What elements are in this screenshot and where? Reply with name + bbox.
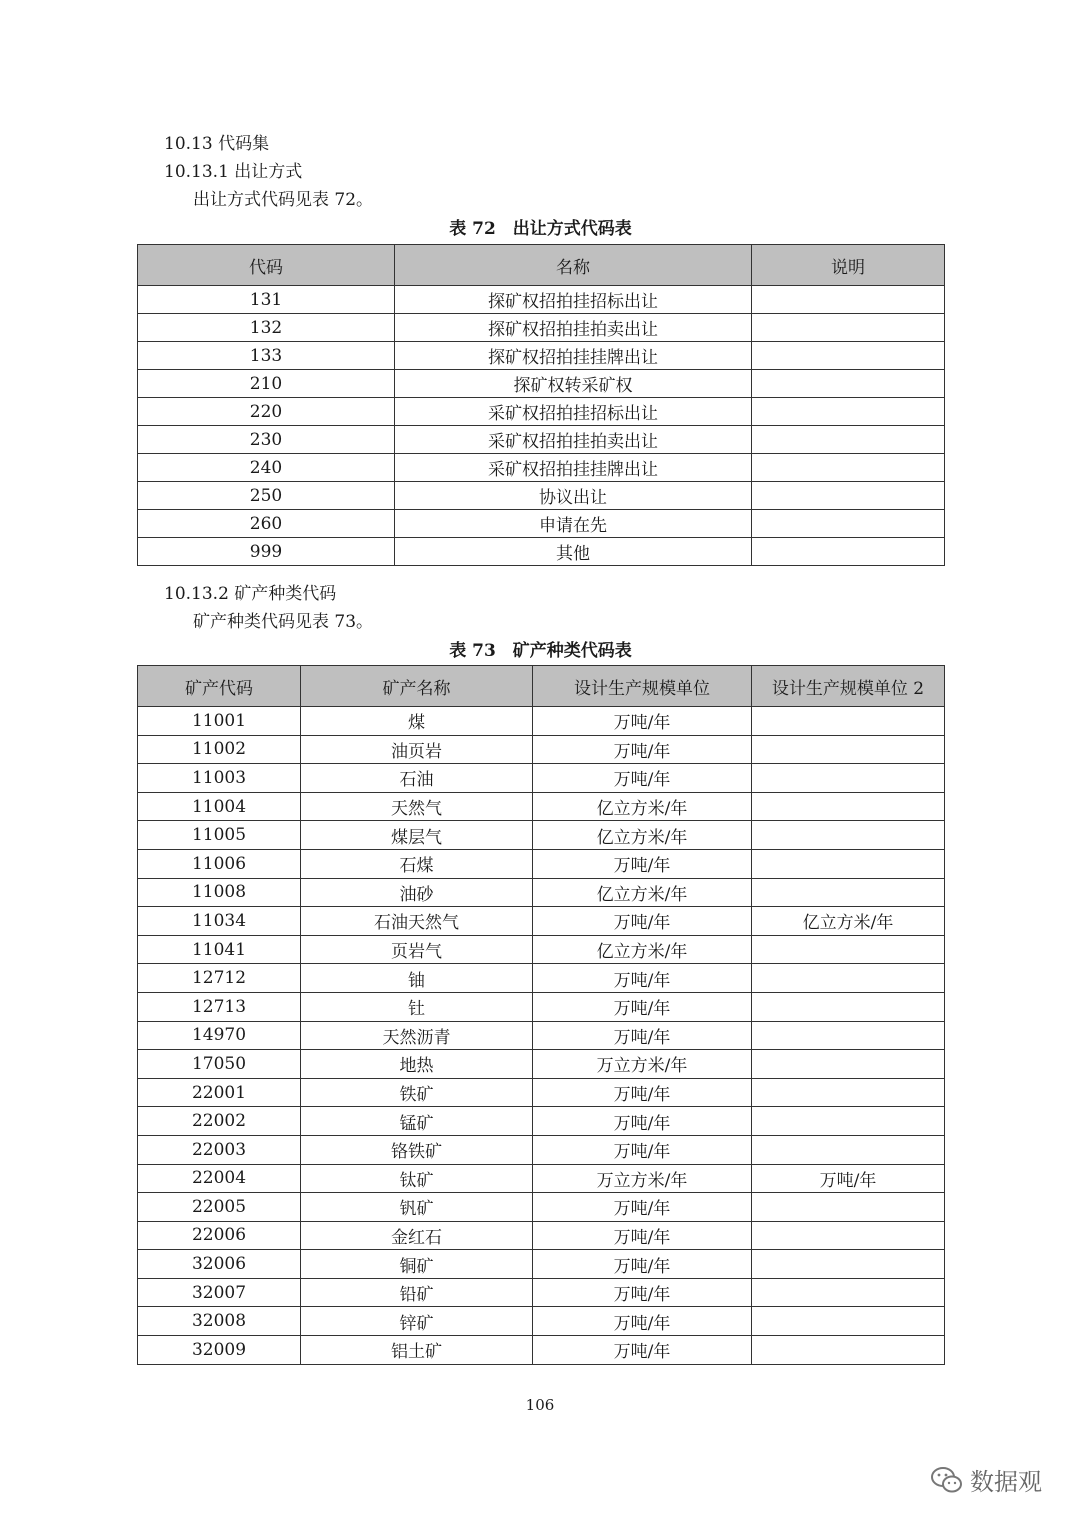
table-cell: 万吨/年 <box>533 1336 752 1365</box>
table-cell <box>752 1336 945 1365</box>
table-cell: 采矿权招拍挂拍卖出让 <box>395 426 752 454</box>
table-cell: 万吨/年 <box>533 707 752 736</box>
table-cell: 240 <box>138 454 395 482</box>
table-cell: 探矿权招拍挂挂牌出让 <box>395 342 752 370</box>
column-header: 说明 <box>752 245 945 286</box>
table-cell: 22006 <box>138 1221 301 1250</box>
table-cell: 油砂 <box>301 878 533 907</box>
table-cell: 采矿权招拍挂招标出让 <box>395 398 752 426</box>
table-cell: 210 <box>138 370 395 398</box>
table-cell: 探矿权招拍挂拍卖出让 <box>395 314 752 342</box>
table-cell: 32008 <box>138 1307 301 1336</box>
table-row <box>138 454 945 482</box>
table-row <box>138 510 945 538</box>
table-cell: 亿立方米/年 <box>752 907 945 936</box>
table-cell <box>752 878 945 907</box>
table-row <box>138 398 945 426</box>
table-cell: 12713 <box>138 992 301 1021</box>
table-cell: 11004 <box>138 792 301 821</box>
table-cell: 133 <box>138 342 395 370</box>
table72-caption: 表 72 出让方式代码表 <box>449 219 632 239</box>
table-cell <box>752 370 945 398</box>
table-cell: 万吨/年 <box>533 1021 752 1050</box>
table-cell: 亿立方米/年 <box>533 878 752 907</box>
table-row <box>138 792 945 821</box>
table-row <box>138 764 945 793</box>
table-cell: 铝土矿 <box>301 1336 533 1365</box>
table-cell <box>752 1221 945 1250</box>
table-cell: 220 <box>138 398 395 426</box>
table-cell: 131 <box>138 286 395 314</box>
table-row <box>138 821 945 850</box>
table-cell: 32009 <box>138 1336 301 1365</box>
table-cell: 万吨/年 <box>533 849 752 878</box>
table-72 <box>137 244 945 566</box>
table-row <box>138 964 945 993</box>
table-cell: 铬铁矿 <box>301 1135 533 1164</box>
table-cell: 煤 <box>301 707 533 736</box>
table-cell: 22005 <box>138 1193 301 1222</box>
table-cell: 12712 <box>138 964 301 993</box>
watermark-text: 数据观 <box>970 1468 1042 1496</box>
table-cell: 协议出让 <box>395 482 752 510</box>
table-row <box>138 342 945 370</box>
table-cell: 金红石 <box>301 1221 533 1250</box>
table-cell <box>752 1107 945 1136</box>
table-cell <box>752 964 945 993</box>
table-cell: 11003 <box>138 764 301 793</box>
table-cell: 22003 <box>138 1135 301 1164</box>
table-cell <box>752 821 945 850</box>
table-cell: 250 <box>138 482 395 510</box>
table-row <box>138 1021 945 1050</box>
table-cell: 万立方米/年 <box>533 1050 752 1079</box>
table-row <box>138 1336 945 1365</box>
table-cell: 11041 <box>138 935 301 964</box>
table-cell: 万吨/年 <box>533 1250 752 1279</box>
table-cell <box>752 454 945 482</box>
table-cell: 22004 <box>138 1164 301 1193</box>
table-cell: 探矿权招拍挂招标出让 <box>395 286 752 314</box>
table-cell <box>752 342 945 370</box>
table-cell <box>752 1278 945 1307</box>
table-cell: 亿立方米/年 <box>533 935 752 964</box>
table-cell: 钒矿 <box>301 1193 533 1222</box>
table-cell: 万吨/年 <box>533 735 752 764</box>
table-cell: 探矿权转采矿权 <box>395 370 752 398</box>
table-row <box>138 286 945 314</box>
table-cell: 石煤 <box>301 849 533 878</box>
table-cell: 万立方米/年 <box>533 1164 752 1193</box>
table-cell <box>752 1250 945 1279</box>
table-cell <box>752 849 945 878</box>
table-row <box>138 426 945 454</box>
table-cell <box>752 1135 945 1164</box>
table-cell: 万吨/年 <box>533 1221 752 1250</box>
table-cell: 11034 <box>138 907 301 936</box>
table-row <box>138 1278 945 1307</box>
table-cell: 22002 <box>138 1107 301 1136</box>
table-cell: 铀 <box>301 964 533 993</box>
table-cell: 11001 <box>138 707 301 736</box>
table-cell <box>752 286 945 314</box>
table-cell: 11005 <box>138 821 301 850</box>
table-cell: 石油天然气 <box>301 907 533 936</box>
table-row <box>138 538 945 566</box>
paragraph-2: 矿产种类代码见表 73。 <box>193 612 374 632</box>
table-cell: 万吨/年 <box>533 964 752 993</box>
table-row <box>138 907 945 936</box>
table-cell: 铜矿 <box>301 1250 533 1279</box>
table-row <box>138 1078 945 1107</box>
table-cell <box>752 1021 945 1050</box>
table-cell: 铁矿 <box>301 1078 533 1107</box>
column-header: 矿产名称 <box>301 666 533 707</box>
table-row <box>138 1250 945 1279</box>
table-cell: 万吨/年 <box>533 1193 752 1222</box>
column-header: 设计生产规模单位 <box>533 666 752 707</box>
table-cell: 230 <box>138 426 395 454</box>
wechat-icon <box>930 1465 964 1495</box>
table-cell: 11008 <box>138 878 301 907</box>
table-row <box>138 1193 945 1222</box>
table-cell: 万吨/年 <box>752 1164 945 1193</box>
watermark <box>930 1462 1042 1497</box>
column-header: 矿产代码 <box>138 666 301 707</box>
page-number: 106 <box>525 1396 555 1414</box>
table-cell: 锌矿 <box>301 1307 533 1336</box>
table-cell: 17050 <box>138 1050 301 1079</box>
table-cell: 11006 <box>138 849 301 878</box>
table-cell: 132 <box>138 314 395 342</box>
table-cell <box>752 510 945 538</box>
column-header: 名称 <box>395 245 752 286</box>
table-cell: 石油 <box>301 764 533 793</box>
table-row <box>138 370 945 398</box>
table-cell <box>752 398 945 426</box>
table-cell: 260 <box>138 510 395 538</box>
table-row <box>138 992 945 1021</box>
table-cell: 油页岩 <box>301 735 533 764</box>
column-header: 代码 <box>138 245 395 286</box>
column-header: 设计生产规模单位 2 <box>752 666 945 707</box>
table-cell: 地热 <box>301 1050 533 1079</box>
table-cell <box>752 482 945 510</box>
table-cell <box>752 992 945 1021</box>
table-cell: 万吨/年 <box>533 1135 752 1164</box>
paragraph-1: 出让方式代码见表 72。 <box>193 190 374 210</box>
table-cell <box>752 538 945 566</box>
table-cell: 申请在先 <box>395 510 752 538</box>
table-cell: 11002 <box>138 735 301 764</box>
table-cell <box>752 1193 945 1222</box>
table-cell: 页岩气 <box>301 935 533 964</box>
table-cell: 天然气 <box>301 792 533 821</box>
table-cell: 32006 <box>138 1250 301 1279</box>
table-cell: 万吨/年 <box>533 764 752 793</box>
table-row <box>138 1164 945 1193</box>
table-cell: 亿立方米/年 <box>533 792 752 821</box>
subsection-heading-2: 10.13.2 矿产种类代码 <box>164 584 337 604</box>
table-row <box>138 482 945 510</box>
table-cell <box>752 1050 945 1079</box>
table-row <box>138 314 945 342</box>
table-row <box>138 935 945 964</box>
table-cell: 铅矿 <box>301 1278 533 1307</box>
table-cell: 999 <box>138 538 395 566</box>
table-cell: 32007 <box>138 1278 301 1307</box>
table-cell <box>752 1078 945 1107</box>
table-row <box>138 1221 945 1250</box>
table-cell: 万吨/年 <box>533 1307 752 1336</box>
table-cell <box>752 1307 945 1336</box>
table-row <box>138 849 945 878</box>
table-cell: 万吨/年 <box>533 1078 752 1107</box>
table-cell: 亿立方米/年 <box>533 821 752 850</box>
table-row <box>138 1307 945 1336</box>
table-row <box>138 878 945 907</box>
table-row <box>138 1107 945 1136</box>
table-cell: 14970 <box>138 1021 301 1050</box>
table-cell: 22001 <box>138 1078 301 1107</box>
table-row <box>138 707 945 736</box>
table-cell <box>752 707 945 736</box>
table-cell: 钍 <box>301 992 533 1021</box>
table-cell <box>752 792 945 821</box>
table73-caption: 表 73 矿产种类代码表 <box>449 641 632 661</box>
table-row <box>138 1050 945 1079</box>
table-cell: 钛矿 <box>301 1164 533 1193</box>
table-cell <box>752 426 945 454</box>
table-cell: 万吨/年 <box>533 992 752 1021</box>
table-cell: 其他 <box>395 538 752 566</box>
table-cell <box>752 735 945 764</box>
table-cell: 万吨/年 <box>533 1278 752 1307</box>
table-73 <box>137 665 945 1365</box>
table-cell: 锰矿 <box>301 1107 533 1136</box>
table-cell: 万吨/年 <box>533 907 752 936</box>
table-cell <box>752 314 945 342</box>
table-cell: 采矿权招拍挂挂牌出让 <box>395 454 752 482</box>
table-row <box>138 1135 945 1164</box>
subsection-heading-1: 10.13.1 出让方式 <box>164 162 303 182</box>
table-cell <box>752 935 945 964</box>
section-heading: 10.13 代码集 <box>164 134 270 154</box>
table-cell <box>752 764 945 793</box>
table-cell: 煤层气 <box>301 821 533 850</box>
table-cell: 天然沥青 <box>301 1021 533 1050</box>
table-row <box>138 735 945 764</box>
table-cell: 万吨/年 <box>533 1107 752 1136</box>
